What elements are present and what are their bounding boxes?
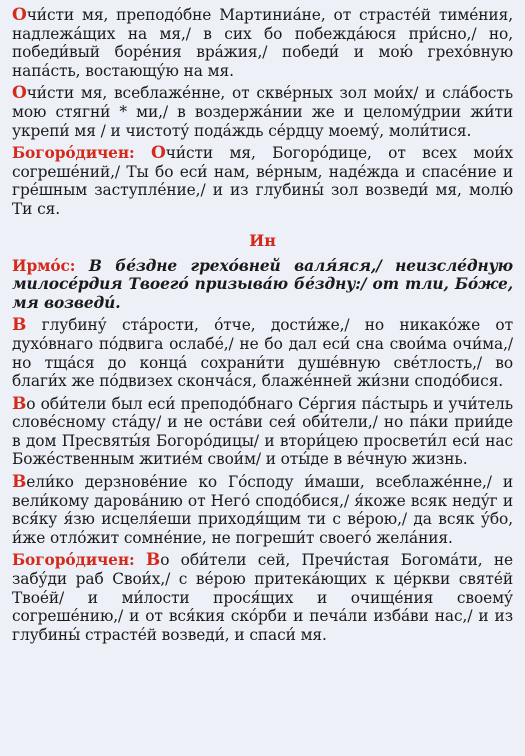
irmos-text: В бе́здне грехо́вней валя́яся,/ неизсле́дную милосе́рдия Твоего́ призыва́ю бе́здну:/ от тли, Бо́же, мя возведи́.: [12, 256, 513, 312]
theotokion-label: Богоро́дичен:: [12, 144, 135, 163]
troparion-text: чи́сти мя, преподо́бне Мартиниа́не, от страсте́й тиме́ния, надлежа́щих на мя,/ в сих бо побежда́юся при́сно,/ но, победи́вый боре́ния вра́жия,/ победи́ и мою́ грехо́вную напа́сть, востающу́ю на мя.: [12, 6, 513, 80]
drop-initial: О: [12, 5, 27, 25]
troparion-3: [12, 316, 513, 390]
troparion-4: [12, 395, 513, 469]
drop-initial: В: [12, 393, 27, 414]
drop-initial: В: [12, 315, 27, 336]
drop-initial: В: [145, 550, 161, 571]
theotokion-2: [12, 551, 513, 644]
irmos: [12, 257, 513, 313]
theotokion-text: чи́сти мя, Богоро́дице, от всех мои́х согреше́ний,/ Ты бо еси́ нам, ве́рным, наде́жда и спасе́ние и гре́шным заступле́ние,/ и из глубины́ зол возведи́ мя, молю́ Ти ся.: [12, 144, 513, 218]
theotokion-label: Богоро́дичен:: [12, 551, 135, 570]
troparion-1: [12, 6, 513, 80]
drop-initial: В: [12, 472, 27, 493]
troparion-text: ели́ко дерзнове́ние ко Го́споду и́маши, всеблаже́нне,/ и вели́кому дарова́нию от Него́ сподо́бися,/ я́коже всяк неду́г и вся́ку я́зю исцеля́еши приходя́щим ти с ве́рою,/ да всяк у́бо, и́же отло́жит сомне́ние, не погреши́т своего́ жела́ния.: [12, 473, 513, 547]
theotokion-text: о оби́тели сей, Пречи́стая Богома́ти, не забу́ди раб Свои́х,/ с ве́рою притека́ющих к це́ркви святе́й Твое́й/ и ми́лости прося́щих и очище́ния своему́ согреше́нию,/ и от вся́кия ско́рби и печа́ли изба́ви нас,/ и из глубины́ страсте́й возведи́, и спаси́ мя.: [12, 551, 513, 644]
section-heading: Ин: [249, 230, 276, 250]
drop-initial: О: [151, 143, 166, 164]
troparion-2: [12, 84, 513, 140]
drop-initial: О: [12, 83, 27, 104]
troparion-text: о оби́тели был еси́ преподо́бнаго Се́ргия па́стырь и учи́тель слове́сному ста́ду/ и не оста́ви сея́ оби́тели,/ но па́ки прии́де в дом Пресвяты́я Богоро́дицы/ и втори́цею просвети́л еси́ нас Боже́ственным житие́м свои́м/ и оты́де в ве́чную жизнь.: [12, 394, 513, 469]
irmos-label: Ирмо́с:: [12, 256, 76, 275]
troparion-text: глубину́ ста́рости, о́тче, дости́же,/ но никако́же от духо́внаго по́двига ослабе́,/ не бо дал еси́ сна свои́ма очи́ма,/ но тща́ся до конца́ сохрани́ти душе́вную све́тлость,/ во благи́х же по́двизех сконча́ся, блаже́нней жи́зни сподо́бися.: [12, 316, 513, 391]
theotokion-1: [12, 144, 513, 218]
troparion-5: [12, 473, 513, 547]
troparion-text: чи́сти мя, всеблаже́нне, от скве́рных зол мои́х/ и сла́бость мою стягни́ * ми,/ в воздержа́нии же и целому́дрии жи́ти укрепи́ мя / и чистоту́ пода́ждь се́рдцу моему́, моли́тися.: [12, 84, 513, 140]
